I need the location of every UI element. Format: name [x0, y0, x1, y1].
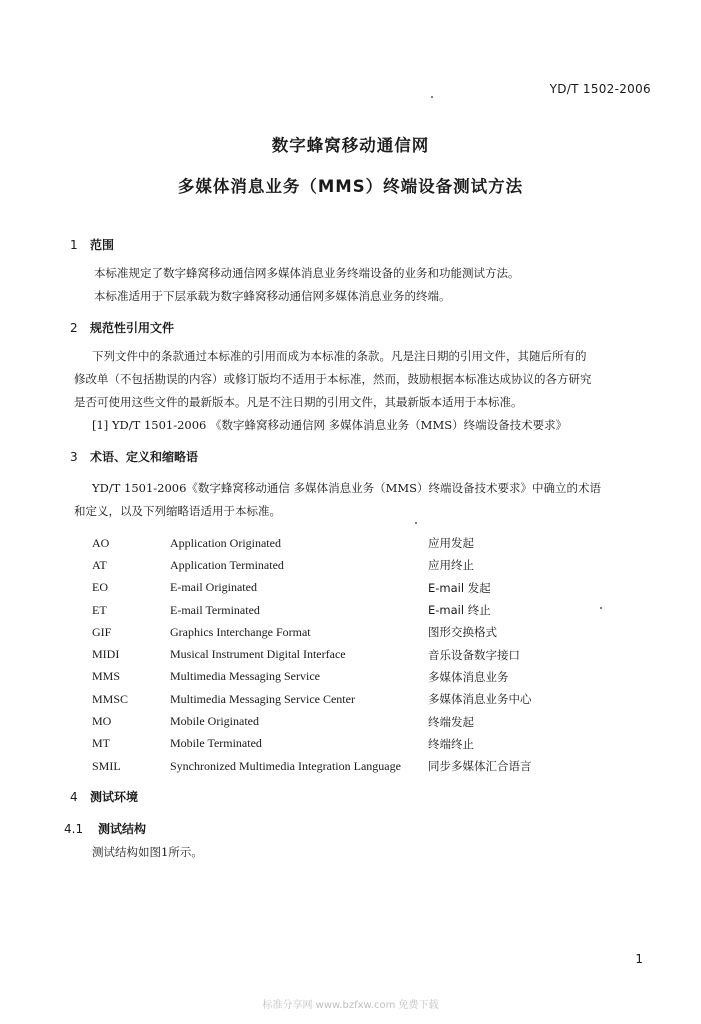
page-number: 1	[635, 952, 643, 966]
abbreviation-row	[92, 643, 612, 665]
section-3-heading	[70, 448, 198, 465]
text-line: 本标准规定了数字蜂窝移动通信网多媒体消息业务终端设备的业务和功能测试方法。	[94, 266, 520, 280]
abbreviation: EO	[92, 580, 108, 595]
section-4-1-heading	[64, 820, 146, 837]
abbreviation-row	[92, 577, 612, 599]
scan-speck	[600, 607, 602, 609]
scan-speck	[415, 522, 417, 524]
abbreviation: MMS	[92, 669, 121, 684]
abbreviation-english: Musical Instrument Digital Interface	[170, 647, 346, 662]
abbreviation-chinese: 终端终止	[428, 736, 474, 751]
section-title: 规范性引用文件	[90, 321, 175, 335]
abbreviation: MT	[92, 736, 110, 751]
abbreviation-english: Multimedia Messaging Service Center	[170, 691, 355, 706]
watermark: 标准分享网 www.bzfxw.com 免费下载	[262, 1000, 439, 1011]
abbreviation-row	[92, 621, 612, 643]
abbreviation-chinese: 终端发起	[428, 714, 474, 729]
section-2-paragraph-line1	[74, 345, 644, 368]
abbreviation-english: Mobile Originated	[170, 714, 259, 729]
abbreviation: MO	[92, 714, 112, 729]
abbreviation: AO	[92, 535, 110, 550]
abbreviation: AT	[92, 557, 107, 572]
section-title: 测试结构	[98, 822, 147, 836]
abbreviation: MIDI	[92, 647, 120, 662]
section-title: 范围	[90, 238, 115, 252]
abbreviation: GIF	[92, 624, 112, 639]
document-title-line2: 多媒体消息业务（MMS）终端设备测试方法	[177, 177, 524, 196]
abbreviation: ET	[92, 602, 107, 617]
text-line: 和定义，以及下列缩略语适用于本标准。	[74, 504, 281, 518]
section-1-paragraph-2	[76, 285, 646, 308]
text-line: YD/T 1501-2006《数字蜂窝移动通信 多媒体消息业务（MMS）终端设备技术要求》中确立的术语	[92, 481, 602, 495]
normative-reference-1	[74, 414, 644, 437]
abbreviation-english: Mobile Terminated	[170, 736, 262, 751]
abbreviation-english: Application Terminated	[170, 557, 284, 572]
section-number: 3	[70, 450, 78, 464]
abbreviation-chinese: E-mail 终止	[428, 603, 491, 618]
text-line: 下列文件中的条款通过本标准的引用而成为本标准的条款。凡是注日期的引用文件，其随后所有的	[92, 349, 587, 363]
text-line: [1] YD/T 1501-2006 《数字蜂窝移动通信网 多媒体消息业务（MMS）终端设备技术要求》	[92, 418, 568, 432]
abbreviation-row	[92, 666, 612, 688]
abbreviation-row	[92, 554, 612, 576]
abbreviation-row	[92, 733, 612, 755]
abbreviation-chinese: 同步多媒体汇合语言	[428, 759, 532, 774]
section-3-paragraph-line1	[74, 477, 644, 500]
section-number: 1	[70, 238, 78, 252]
abbreviation-row	[92, 755, 612, 777]
abbreviation-chinese: 音乐设备数字接口	[428, 647, 520, 662]
abbreviation-chinese: 图形交换格式	[428, 625, 497, 640]
abbreviation-row	[92, 532, 612, 554]
section-number: 2	[70, 321, 78, 335]
abbreviation-row	[92, 688, 612, 710]
abbreviation-chinese: 多媒体消息业务	[428, 669, 509, 684]
abbreviation-row	[92, 599, 612, 621]
section-4-heading	[70, 788, 138, 805]
abbreviation-english: Graphics Interchange Format	[170, 624, 311, 639]
standard-number: YD/T 1502-2006	[549, 82, 651, 96]
section-3-paragraph-line2	[74, 500, 644, 523]
section-2-paragraph-line3	[74, 391, 644, 414]
scan-speck	[431, 96, 433, 98]
section-number: 4	[70, 790, 78, 804]
section-1-paragraph-1	[76, 262, 646, 285]
abbreviation-list	[92, 532, 612, 777]
abbreviation-chinese: E-mail 发起	[428, 580, 491, 595]
abbreviation-english: E-mail Originated	[170, 580, 257, 595]
text-line: 修改单（不包括勘误的内容）或修订版均不适用于本标准，然而，鼓励根据本标准达成协议的各方研究	[74, 372, 592, 386]
section-title: 术语、定义和缩略语	[90, 450, 199, 464]
abbreviation-english: Synchronized Multimedia Integration Language	[170, 758, 401, 773]
abbreviation-chinese: 应用终止	[428, 558, 474, 573]
abbreviation: SMIL	[92, 758, 121, 773]
abbreviation-row	[92, 710, 612, 732]
abbreviation-english: Application Originated	[170, 535, 281, 550]
abbreviation-chinese: 多媒体消息业务中心	[428, 692, 532, 707]
text-line: 本标准适用于下层承载为数字蜂窝移动通信网多媒体消息业务的终端。	[94, 289, 451, 303]
section-2-heading	[70, 319, 174, 336]
abbreviation: MMSC	[92, 691, 129, 706]
text-line: 是否可使用这些文件的最新版本。凡是不注日期的引用文件，其最新版本适用于本标准。	[74, 395, 523, 409]
abbreviation-english: E-mail Terminated	[170, 602, 260, 617]
section-title: 测试环境	[90, 790, 139, 804]
section-4-1-paragraph	[92, 841, 662, 864]
text-line: 测试结构如图1所示。	[92, 845, 203, 859]
document-title-line1: 数字蜂窝移动通信网	[271, 136, 430, 155]
section-2-paragraph-line2	[74, 368, 644, 391]
section-1-heading	[70, 236, 114, 253]
section-number: 4.1	[64, 822, 84, 836]
abbreviation-chinese: 应用发起	[428, 536, 474, 551]
abbreviation-english: Multimedia Messaging Service	[170, 669, 320, 684]
